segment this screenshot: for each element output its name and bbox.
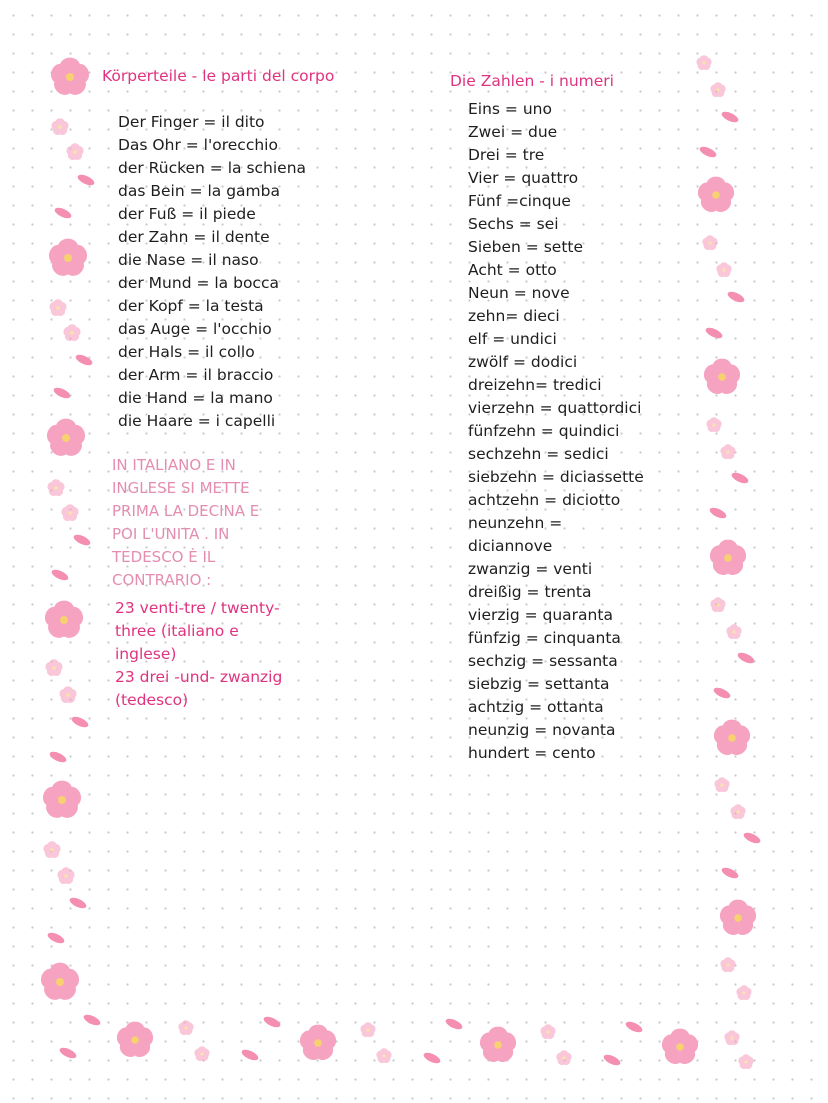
list-item: sechzig = sessanta bbox=[468, 652, 618, 670]
list-item: fünfzehn = quindici bbox=[468, 422, 620, 440]
list-item: Eins = uno bbox=[468, 100, 552, 118]
body-parts-heading: Körperteile - le parti del corpo bbox=[102, 67, 335, 85]
flower-icon bbox=[712, 720, 753, 759]
petal-icon bbox=[698, 145, 718, 160]
list-item: Zwei = due bbox=[468, 123, 558, 141]
flower-icon bbox=[62, 324, 81, 342]
list-item: vierzig = quaranta bbox=[468, 606, 613, 624]
flower-icon bbox=[723, 1030, 740, 1046]
flower-icon bbox=[177, 1020, 194, 1036]
list-item: Sieben = sette bbox=[468, 238, 584, 256]
petal-icon bbox=[58, 1046, 78, 1061]
list-item: fünfzig = cinquanta bbox=[468, 629, 621, 647]
grammar-note: IN ITALIANO E IN INGLESE SI METTE PRIMA LA DECINA E POI L'UNITA . IN TEDESCO È IL CONTRARIO : bbox=[112, 456, 260, 589]
flower-icon bbox=[60, 504, 79, 522]
flower-icon bbox=[708, 540, 749, 579]
list-item: der Rücken = la schiena bbox=[118, 159, 307, 177]
example-note bbox=[115, 597, 305, 712]
petal-icon bbox=[704, 326, 724, 341]
list-item: zwanzig = venti bbox=[468, 560, 593, 578]
flower-icon bbox=[115, 1022, 156, 1061]
flower-icon bbox=[539, 1024, 556, 1040]
petal-icon bbox=[736, 651, 756, 666]
list-item: diciannove bbox=[468, 537, 553, 555]
flower-icon bbox=[42, 601, 85, 642]
flower-icon bbox=[729, 804, 746, 820]
flower-icon bbox=[48, 58, 91, 99]
petal-icon bbox=[70, 715, 90, 730]
petal-icon bbox=[46, 931, 66, 946]
body-parts-list bbox=[118, 111, 306, 433]
flower-icon bbox=[737, 1054, 754, 1070]
list-item: Acht = otto bbox=[468, 261, 557, 279]
petal-icon bbox=[240, 1048, 260, 1063]
flower-icon bbox=[701, 235, 718, 251]
flower-icon bbox=[713, 777, 730, 793]
flower-icon bbox=[709, 82, 726, 98]
flower-icon bbox=[696, 177, 737, 216]
list-item: achtzig = ottanta bbox=[468, 698, 604, 716]
flower-icon bbox=[375, 1048, 392, 1064]
flower-icon bbox=[478, 1027, 519, 1066]
list-item: der Zahn = il dente bbox=[118, 228, 270, 246]
list-item: zwölf = dodici bbox=[468, 353, 578, 371]
petal-icon bbox=[742, 831, 762, 846]
list-item: achtzehn = diciotto bbox=[468, 491, 621, 509]
flower-icon bbox=[702, 359, 743, 398]
flower-icon bbox=[48, 299, 67, 317]
example-german: 23 drei -und- zwanzig (tedesco) bbox=[115, 668, 283, 709]
list-item: Neun = nove bbox=[468, 284, 570, 302]
petal-icon bbox=[730, 471, 750, 486]
list-item: Fünf =cinque bbox=[468, 192, 571, 210]
petal-icon bbox=[50, 568, 70, 583]
list-item: sechzehn = sedici bbox=[468, 445, 609, 463]
list-item: das Auge = l'occhio bbox=[118, 320, 272, 338]
list-item: dreizehn= tredici bbox=[468, 376, 602, 394]
list-item: neunzig = novanta bbox=[468, 721, 616, 739]
list-item: das Bein = la gamba bbox=[118, 182, 280, 200]
flower-icon bbox=[50, 118, 69, 136]
list-item: die Hand = la mano bbox=[118, 389, 273, 407]
flower-icon bbox=[660, 1029, 701, 1068]
flower-icon bbox=[725, 624, 742, 640]
list-item: der Arm = il braccio bbox=[118, 366, 274, 384]
flower-icon bbox=[719, 957, 736, 973]
list-item: siebzehn = diciassette bbox=[468, 468, 644, 486]
flower-icon bbox=[695, 55, 712, 71]
list-item: hundert = cento bbox=[468, 744, 596, 762]
petal-icon bbox=[422, 1051, 442, 1066]
petal-icon bbox=[720, 110, 740, 125]
flower-icon bbox=[58, 686, 77, 704]
list-item: siebzig = settanta bbox=[468, 675, 610, 693]
flower-icon bbox=[44, 659, 63, 677]
petal-icon bbox=[624, 1020, 644, 1035]
list-item: neunzehn = bbox=[468, 514, 563, 532]
list-item: elf = undici bbox=[468, 330, 557, 348]
flower-icon bbox=[56, 867, 75, 885]
list-item: der Fuß = il piede bbox=[118, 205, 256, 223]
flower-icon bbox=[359, 1022, 376, 1038]
list-item: vierzehn = quattordici bbox=[468, 399, 642, 417]
list-item: die Haare = i capelli bbox=[118, 412, 276, 430]
flower-icon bbox=[719, 444, 736, 460]
flower-icon bbox=[718, 900, 759, 939]
petal-icon bbox=[76, 173, 96, 188]
flower-icon bbox=[46, 479, 65, 497]
petal-icon bbox=[708, 506, 728, 521]
petal-icon bbox=[72, 533, 92, 548]
list-item: Sechs = sei bbox=[468, 215, 559, 233]
flower-icon bbox=[193, 1046, 210, 1062]
list-item: Das Ohr = l'orecchio bbox=[118, 136, 278, 154]
petal-icon bbox=[68, 896, 88, 911]
flower-icon bbox=[40, 781, 83, 822]
petal-icon bbox=[726, 290, 746, 305]
flower-icon bbox=[38, 963, 81, 1004]
flower-icon bbox=[44, 419, 87, 460]
list-item: der Hals = il collo bbox=[118, 343, 255, 361]
list-item: Vier = quattro bbox=[468, 169, 579, 187]
petal-icon bbox=[52, 386, 72, 401]
petal-icon bbox=[74, 353, 94, 368]
flower-icon bbox=[46, 239, 89, 280]
petal-icon bbox=[720, 866, 740, 881]
flower-icon bbox=[65, 143, 84, 161]
petal-icon bbox=[712, 686, 732, 701]
flower-icon bbox=[709, 597, 726, 613]
petal-icon bbox=[262, 1015, 282, 1030]
flower-icon bbox=[705, 417, 722, 433]
flower-icon bbox=[715, 262, 732, 278]
petal-icon bbox=[53, 206, 73, 221]
petal-icon bbox=[82, 1013, 102, 1028]
list-item: der Kopf = la testa bbox=[118, 297, 264, 315]
example-italian-english: 23 venti-tre / twenty-three (italiano e inglese) bbox=[115, 599, 280, 663]
list-item: zehn= dieci bbox=[468, 307, 560, 325]
list-item: Der Finger = il dito bbox=[118, 113, 265, 131]
numbers-list bbox=[468, 98, 644, 765]
petal-icon bbox=[444, 1017, 464, 1032]
list-item: dreißig = trenta bbox=[468, 583, 592, 601]
numbers-heading: Die Zahlen - i numeri bbox=[450, 72, 614, 90]
list-item: die Nase = il naso bbox=[118, 251, 259, 269]
list-item: Drei = tre bbox=[468, 146, 545, 164]
list-item: der Mund = la bocca bbox=[118, 274, 279, 292]
flower-icon bbox=[42, 841, 61, 859]
flower-icon bbox=[555, 1050, 572, 1066]
petal-icon bbox=[602, 1053, 622, 1068]
flower-icon bbox=[298, 1025, 339, 1064]
flower-icon bbox=[735, 985, 752, 1001]
petal-icon bbox=[48, 750, 68, 765]
